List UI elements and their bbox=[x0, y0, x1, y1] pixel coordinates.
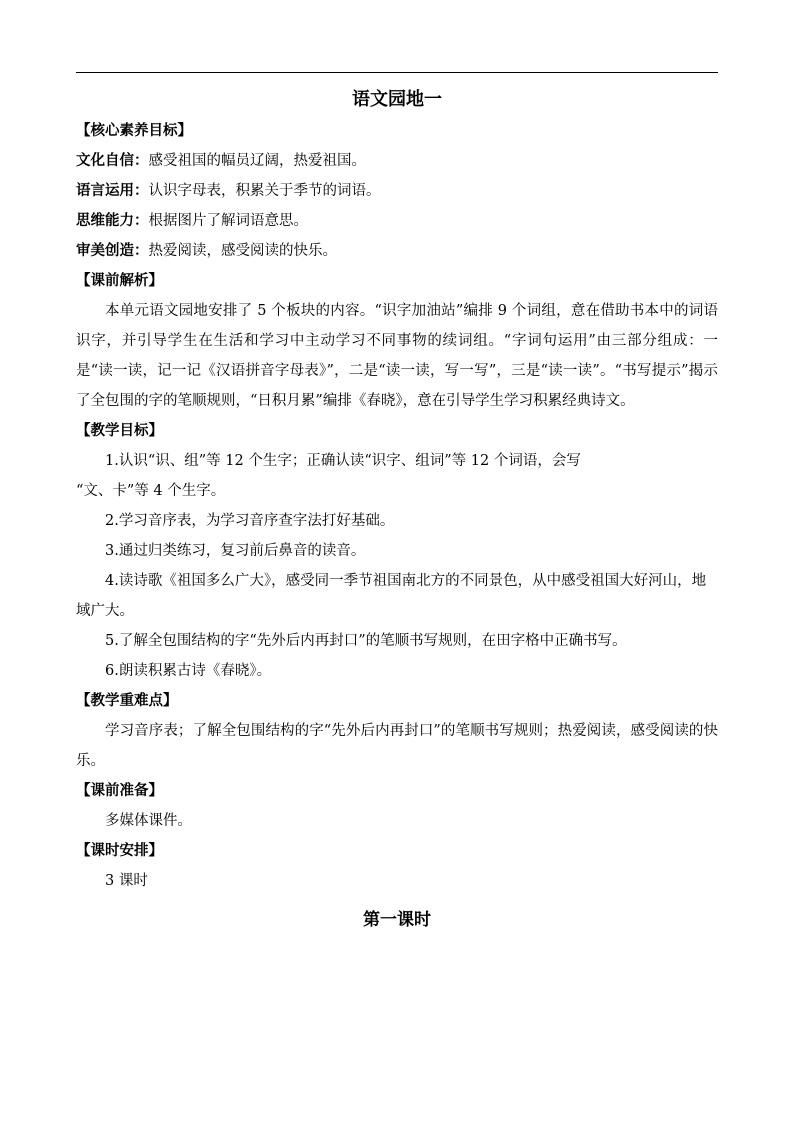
goal-label: 文化自信： bbox=[76, 152, 149, 169]
core-goal-culture bbox=[76, 146, 718, 176]
goal-text: 感受祖国的幅员辽阔，热爱祖国。 bbox=[148, 153, 366, 169]
core-goal-thinking bbox=[76, 206, 718, 236]
key-points-paragraph: 学习音序表；了解全包围结构的字“先外后内再封口”的笔顺书写规则；热爱阅读，感受阅读的快乐。 bbox=[76, 723, 718, 769]
core-goal-aesthetic bbox=[76, 236, 718, 266]
header-rule bbox=[76, 72, 718, 73]
goal-label: 思维能力： bbox=[76, 212, 149, 229]
teaching-goal-1-line-2: “文、卡”等 4 个生字。 bbox=[76, 483, 226, 499]
document-body bbox=[76, 84, 718, 936]
section-title: 第一课时 bbox=[363, 910, 431, 930]
teaching-goal-2: 2.学习音序表，为学习音序查字法打好基础。 bbox=[105, 513, 395, 529]
core-goals-heading: 【核心素养目标】 bbox=[76, 122, 192, 139]
goal-label: 审美创造： bbox=[76, 242, 149, 259]
teaching-goal-5: 5.了解全包围结构的字“先外后内再封口”的笔顺书写规则，在田字格中正确书写。 bbox=[105, 633, 627, 649]
teaching-goals-heading: 【教学目标】 bbox=[76, 422, 163, 439]
preparation-text: 多媒体课件。 bbox=[105, 813, 192, 829]
analysis-paragraph: 本单元语文园地安排了 5 个板块的内容。“识字加油站”编排 9 个词组，意在借助书本中的词语识字，并引导学生在生活和学习中主动学习不同事物的续词组。“字词句运用”由三部分组成：一是“读一读，记一记《汉语拼音字母表》”，二是“读一读，写一写”，三是“读一读”。“书写提示”揭示了全包围的字的笔顺规则，“日积月累”编排《春晓》，意在引导学生学习积累经典诗文。 bbox=[76, 303, 718, 409]
page-title: 语文园地一 bbox=[352, 89, 442, 110]
goal-text: 根据图片了解词语意思。 bbox=[148, 213, 308, 229]
goal-text: 热爱阅读，感受阅读的快乐。 bbox=[148, 243, 337, 259]
key-points-heading: 【教学重难点】 bbox=[76, 692, 178, 709]
analysis-heading: 【课前解析】 bbox=[76, 272, 163, 289]
teaching-goal-4: 4.读诗歌《祖国多么广大》，感受同一季节祖国南北方的不同景色，从中感受祖国大好河山，地域广大。 bbox=[76, 573, 707, 619]
schedule-heading: 【课时安排】 bbox=[76, 842, 163, 859]
goal-text: 认识字母表，积累关于季节的词语。 bbox=[148, 183, 381, 199]
teaching-goal-6: 6.朗读积累古诗《春晓》。 bbox=[105, 663, 272, 679]
teaching-goal-3: 3.通过归类练习，复习前后鼻音的读音。 bbox=[105, 543, 366, 559]
teaching-goal-1-line-1: 1.认识“识、组”等 12 个生字；正确认读“识字、组词”等 12 个词语，会写 bbox=[105, 453, 581, 469]
preparation-heading: 【课前准备】 bbox=[76, 782, 163, 799]
core-goal-language bbox=[76, 176, 718, 206]
goal-label: 语言运用： bbox=[76, 182, 149, 199]
schedule-text: 3 课时 bbox=[105, 873, 148, 889]
